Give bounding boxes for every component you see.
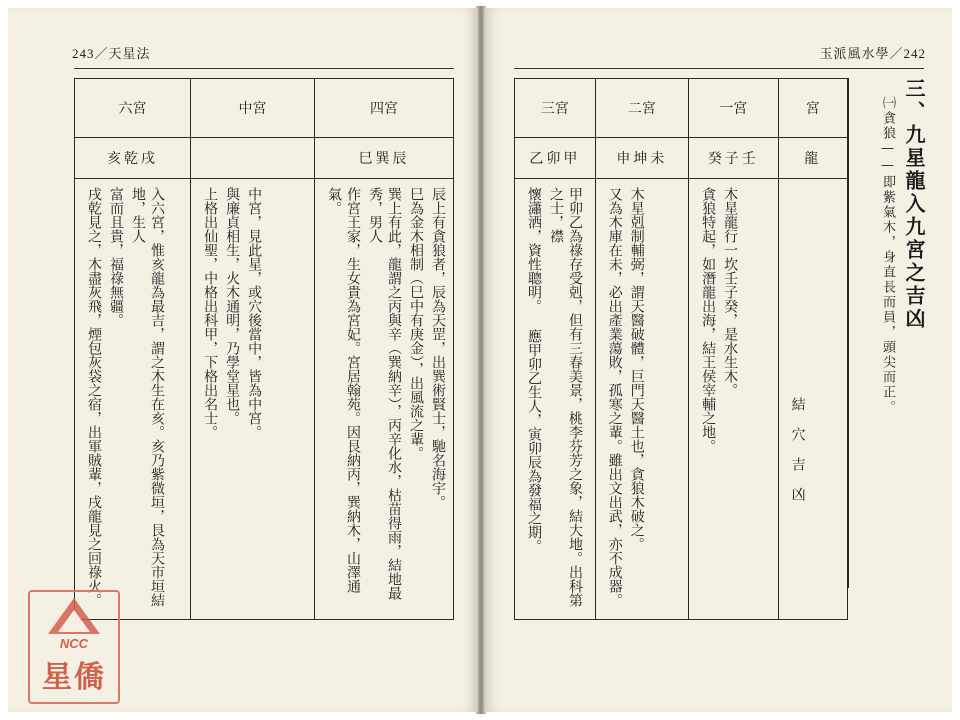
branch-cell: 龍 xyxy=(778,138,847,179)
right-page xyxy=(484,8,952,712)
text-line: 作宮王家，生女貴為宮妃。宮居翰苑。因艮納丙，巽納木，山澤通氣。 xyxy=(325,187,361,593)
text-cell xyxy=(515,179,596,620)
text-line: 應甲卯乙生人，寅卯辰為發福之期。 xyxy=(526,329,542,553)
left-page xyxy=(8,8,478,712)
text-line: 穴 xyxy=(789,427,806,441)
text-line: 凶 xyxy=(789,487,806,501)
left-page-header: 243／天星法 xyxy=(72,46,151,61)
branch-cell: 癸子壬 xyxy=(689,138,778,179)
text-line: 巽上有此，龍謂之丙與辛（巽納辛），丙辛化水，枯苗得雨，結地最秀，男人 xyxy=(366,187,402,600)
right-table xyxy=(514,78,848,620)
text-line: 與廉貞相生，火木通明，乃學堂星也。 xyxy=(224,187,241,425)
text-line: 中宮，見此星，或穴後當中，皆為中宮。 xyxy=(246,187,263,439)
table-head: 宮 xyxy=(778,79,847,138)
text-cell xyxy=(778,179,847,620)
table-head: 中宮 xyxy=(191,79,315,138)
right-header-rule xyxy=(514,68,924,69)
table-head: 六宮 xyxy=(75,79,191,138)
branch-cell: 亥乾戌 xyxy=(75,138,191,179)
text-line: 吉 xyxy=(789,457,806,471)
text-line: 木星龍行一坎壬子癸，是水生木。 xyxy=(722,187,739,397)
table-head: 一宮 xyxy=(689,79,778,138)
text-cell xyxy=(689,179,778,620)
text-cell xyxy=(595,179,688,620)
branch-cell: 乙卯甲 xyxy=(515,138,596,179)
section-title: 三、九星龍入九宮之吉凶 xyxy=(902,78,926,331)
branch-cell: 巳巽辰 xyxy=(314,138,453,179)
table-head: 四宮 xyxy=(314,79,453,138)
text-line: 甲卯乙為祿存受剋，但有三春美景，桃李芬芳之象，結大地。出科第之士，襟 xyxy=(548,187,583,607)
text-line: 結 xyxy=(789,397,806,411)
section-title-column xyxy=(848,78,929,588)
watermark-stamp xyxy=(28,590,120,704)
text-line: 戌乾見之，木盡灰飛，煙包灰袋之宿，出軍賊輩，戌龍見之回祿火。 xyxy=(86,187,102,607)
branch-cell: 申坤未 xyxy=(595,138,688,179)
text-line: 木星剋制輔弼，謂天醫破體，巨門天醫土也，貪狼木破之。 xyxy=(628,187,645,551)
section-subtitle: ㈠貪狼——即紫氣木，身直長而員，頭尖而正。 xyxy=(880,96,895,415)
left-table xyxy=(74,78,454,620)
left-header-rule xyxy=(74,68,454,69)
right-page-header: 玉派風水學／242 xyxy=(819,46,926,61)
text-line: 又為木庫在未，必出產業蕩敗，孤寒之輩。雖出文出武，亦不成器。 xyxy=(606,187,623,607)
stamp-name: 星僑 xyxy=(42,660,106,695)
text-line: 巳為金木相制（巳中有庚金），出風流之輩。 xyxy=(407,187,424,460)
text-cell xyxy=(314,179,453,620)
text-line: 懷瀟洒，資性聰明。 xyxy=(526,187,542,313)
text-line: 貪狼特起，如潛龍出海，結王侯宰輔之地。 xyxy=(700,187,717,453)
stamp-brand: NCC xyxy=(59,636,89,651)
text-line: 入六宮，惟亥龍為最吉，謂之木生在亥。亥乃紫微垣，艮為天市垣結地，生人 xyxy=(130,187,165,607)
text-cell xyxy=(191,179,315,620)
text-line: 上格出仙聖，中格出科甲，下格出名士。 xyxy=(202,187,219,439)
text-line: 富而且貴，福祿無疆。 xyxy=(108,187,124,327)
text-cell xyxy=(75,179,191,620)
table-head: 二宮 xyxy=(595,79,688,138)
text-line: 辰上有貪狼者，辰為天罡，出巽術賢士，馳名海宇。 xyxy=(429,187,446,509)
table-head: 三宮 xyxy=(515,79,596,138)
branch-cell xyxy=(191,138,315,179)
